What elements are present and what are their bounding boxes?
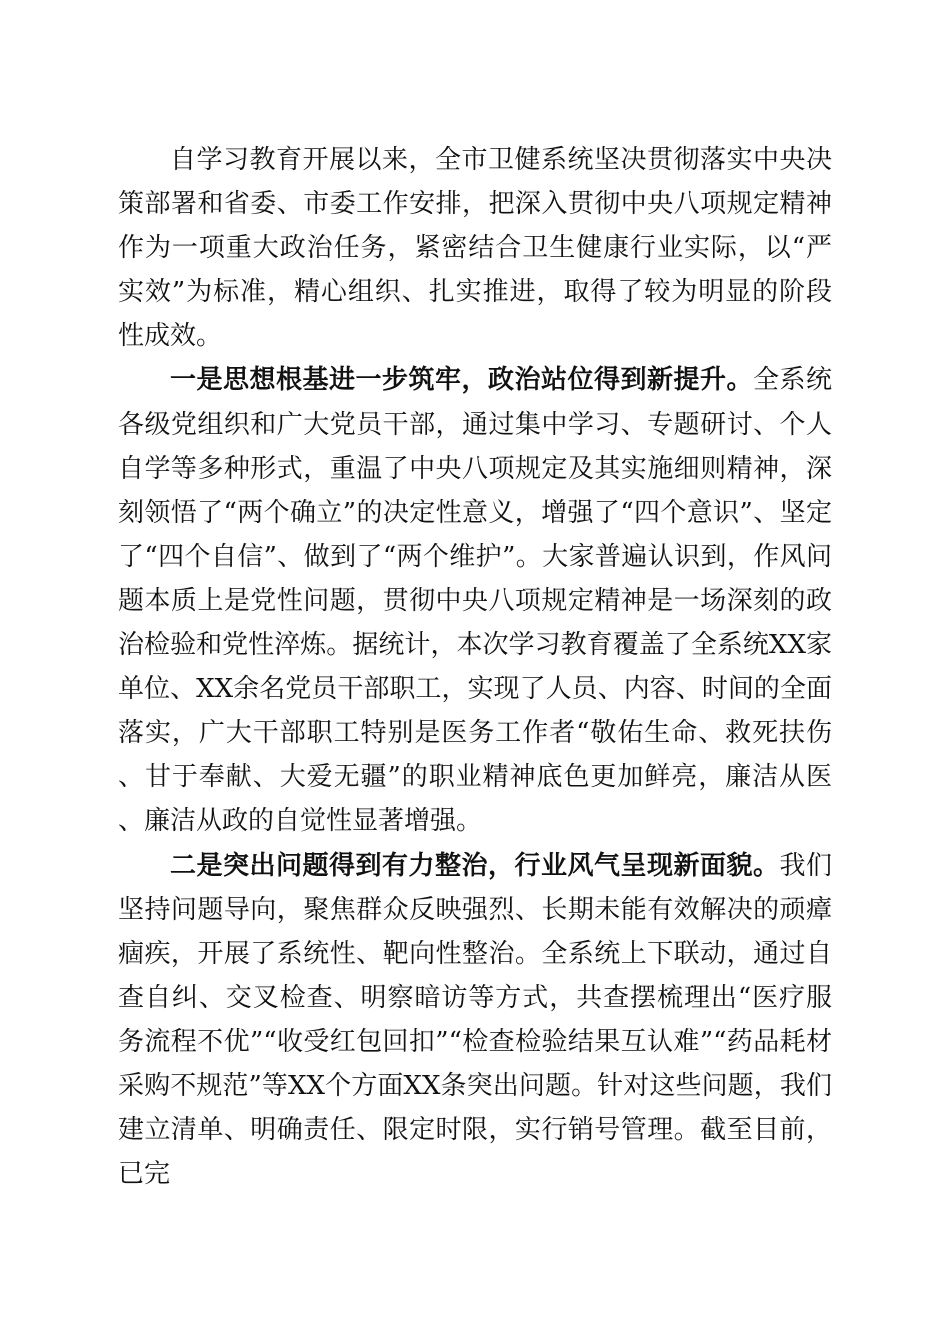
intro-paragraph (118, 138, 832, 358)
document-body (118, 138, 832, 1196)
point-two-paragraph (118, 844, 832, 1197)
point-one-heading: 一是思想根基进一步筑牢，政治站位得到新提升。 (170, 365, 753, 396)
point-one-text: 全系统各级党组织和广大党员干部，通过集中学习、专题研讨、个人自学等多种形式，重温了中央八项规定及其实施细则精神，深刻领悟了“两个确立”的决定性意义，增强了“四个意识”、坚定了“四个自信”、做到了“两个维护”。大家普遍认识到，作风问题本质上是党性问题，贯彻中央八项规定精神是一场深刻的政治检验和党性淬炼。据统计，本次学习教育覆盖了全系统XX家单位、XX余名党员干部职工，实现了人员、内容、时间的全面落实，广大干部职工特别是医务工作者“敬佑生命、救死扶伤、甘于奉献、大爱无疆”的职业精神底色更加鲜亮，廉洁从医、廉洁从政的自觉性显著增强。 (118, 365, 832, 837)
intro-paragraph-text: 自学习教育开展以来，全市卫健系统坚决贯彻落实中央决策部署和省委、市委工作安排，把深入贯彻中央八项规定精神作为一项重大政治任务，紧密结合卫生健康行业实际，以“严实效”为标准，精心组织、扎实推进，取得了较为明显的阶段性成效。 (118, 145, 832, 352)
point-two-text: 我们坚持问题导向，聚焦群众反映强烈、长期未能有效解决的顽瘴痼疾，开展了系统性、靶向性整治。全系统上下联动，通过自查自纠、交叉检查、明察暗访等方式，共查摆梳理出“医疗服务流程不优”“收受红包回扣”“检查检验结果互认难”“药品耗材采购不规范”等XX个方面XX条突出问题。针对这些问题，我们建立清单、明确责任、限定时限，实行销号管理。截至目前，已完 (118, 850, 832, 1190)
point-two-heading: 二是突出问题得到有力整治，行业风气呈现新面貌。 (170, 850, 780, 881)
point-one-paragraph (118, 358, 832, 843)
